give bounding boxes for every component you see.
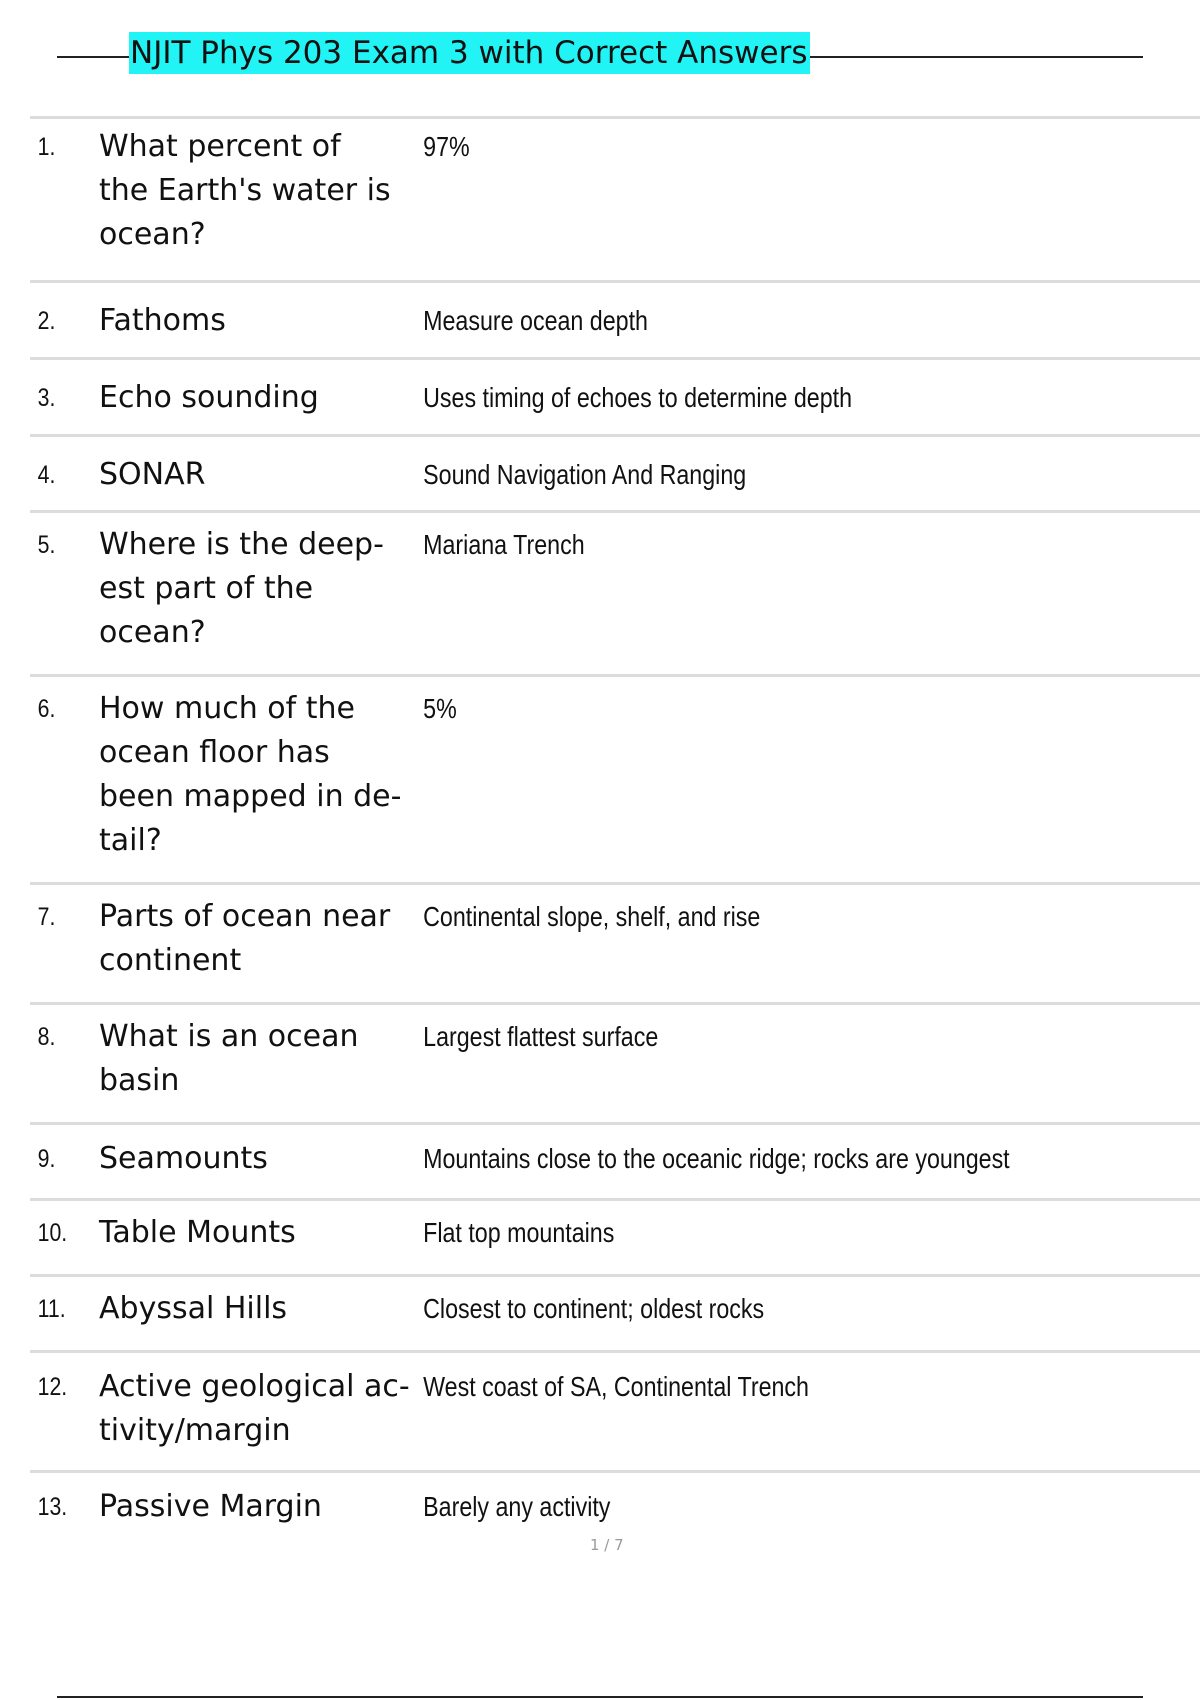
item-term: Active geological ac- tivity/margin bbox=[99, 1369, 410, 1448]
item-definition: Uses timing of echoes to determine depth bbox=[423, 382, 853, 413]
qa-row bbox=[30, 360, 1200, 437]
item-definition: Sound Navigation And Ranging bbox=[423, 459, 747, 490]
item-number: 7. bbox=[37, 903, 56, 931]
qa-row bbox=[30, 1473, 1200, 1545]
item-definition: Continental slope, shelf, and rise bbox=[423, 901, 761, 932]
item-number: 3. bbox=[37, 384, 56, 412]
qa-row bbox=[30, 513, 1200, 677]
item-number: 2. bbox=[37, 307, 56, 335]
item-definition: Mountains close to the oceanic ridge; rocks are youngest bbox=[423, 1143, 1010, 1174]
qa-row bbox=[30, 677, 1200, 885]
item-term: Where is the deep- est part of the ocean? bbox=[99, 527, 384, 650]
item-number: 4. bbox=[37, 461, 56, 489]
item-definition: Closest to continent; oldest rocks bbox=[423, 1293, 765, 1324]
item-number: 12. bbox=[37, 1373, 68, 1401]
item-number: 13. bbox=[37, 1493, 68, 1521]
item-definition: 5% bbox=[423, 693, 457, 724]
item-definition: Flat top mountains bbox=[423, 1217, 615, 1248]
item-term: Seamounts bbox=[99, 1141, 268, 1176]
qa-row bbox=[30, 1277, 1200, 1353]
item-term: Parts of ocean near continent bbox=[99, 899, 391, 978]
qa-row bbox=[30, 1005, 1200, 1125]
document-title: NJIT Phys 203 Exam 3 with Correct Answers bbox=[129, 32, 810, 74]
qa-list bbox=[30, 116, 1200, 1545]
item-term: What is an ocean basin bbox=[99, 1019, 359, 1098]
item-term: How much of the ocean floor has been mapped in de- tail? bbox=[99, 691, 402, 858]
item-definition: West coast of SA, Continental Trench bbox=[423, 1371, 809, 1402]
item-definition: Measure ocean depth bbox=[423, 305, 648, 336]
item-number: 10. bbox=[37, 1219, 68, 1247]
item-number: 5. bbox=[37, 531, 56, 559]
qa-row bbox=[30, 1125, 1200, 1201]
qa-row bbox=[30, 119, 1200, 283]
item-term: Fathoms bbox=[99, 303, 226, 338]
item-term: SONAR bbox=[99, 457, 206, 492]
item-term: Abyssal Hills bbox=[99, 1291, 288, 1326]
item-term: Echo sounding bbox=[99, 380, 319, 415]
item-number: 9. bbox=[37, 1145, 56, 1173]
item-definition: Largest flattest surface bbox=[423, 1021, 659, 1052]
item-number: 6. bbox=[37, 695, 56, 723]
qa-row bbox=[30, 1353, 1200, 1473]
page-number: 1 / 7 bbox=[590, 1536, 624, 1554]
item-term: Passive Margin bbox=[99, 1489, 322, 1524]
qa-row bbox=[30, 283, 1200, 360]
item-term: Table Mounts bbox=[99, 1215, 296, 1250]
qa-row bbox=[30, 1201, 1200, 1277]
document-header bbox=[57, 28, 1143, 80]
item-definition: 97% bbox=[423, 131, 470, 162]
qa-row bbox=[30, 885, 1200, 1005]
qa-row bbox=[30, 437, 1200, 513]
item-term: What percent of the Earth's water is ocean? bbox=[99, 129, 391, 252]
item-definition: Mariana Trench bbox=[423, 529, 585, 560]
item-number: 11. bbox=[37, 1295, 66, 1323]
item-definition: Barely any activity bbox=[423, 1491, 611, 1522]
item-number: 8. bbox=[37, 1023, 56, 1051]
footer-rule bbox=[57, 1696, 1143, 1698]
item-number: 1. bbox=[37, 133, 56, 161]
